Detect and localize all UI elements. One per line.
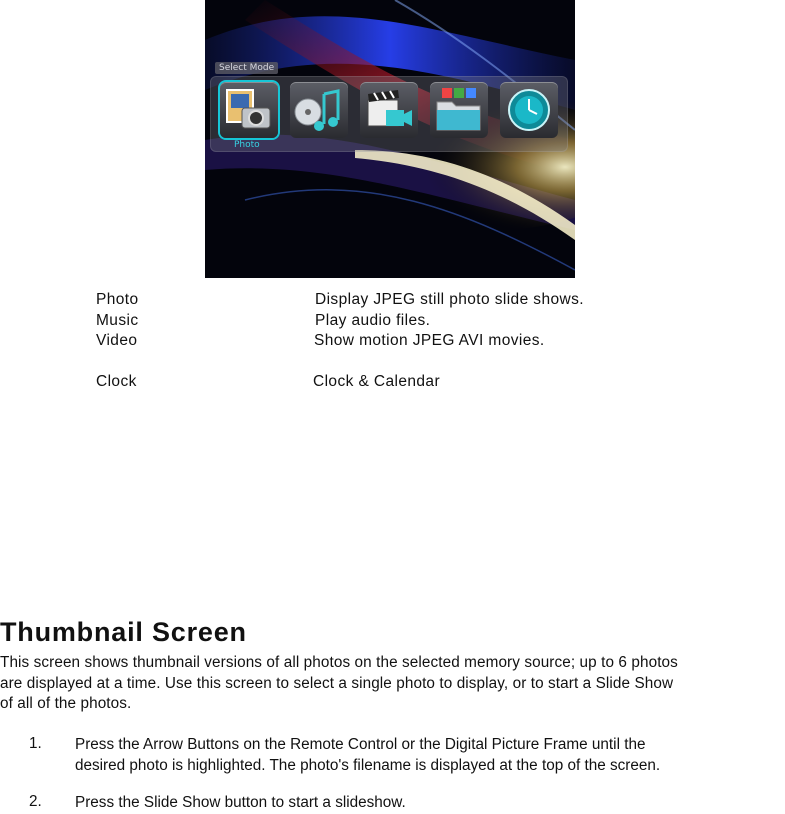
intro-paragraph: [0, 653, 785, 715]
step-number: 1.: [29, 735, 42, 752]
mode-name: Music: [96, 312, 139, 329]
video-mode-button[interactable]: [360, 82, 418, 138]
step-text: [75, 793, 775, 814]
clock-mode-button[interactable]: [500, 82, 558, 138]
intro-line: are displayed at a time. Use this screen to select a single photo to display, or to start a Slide Show: [0, 674, 674, 692]
device-menu-screenshot: [205, 0, 575, 278]
mode-description: Show motion JPEG AVI movies.: [314, 332, 545, 349]
file-folder-icon: [434, 86, 484, 134]
mode-name: Clock: [96, 373, 137, 390]
select-mode-title: Select Mode: [215, 62, 278, 74]
step-line: desired photo is highlighted. The photo's filename is displayed at the top of the screen.: [75, 756, 661, 774]
music-note-icon: [294, 86, 344, 134]
step-text: [75, 735, 775, 776]
step-line: Press the Slide Show button to start a slideshow.: [75, 794, 406, 811]
selected-mode-caption: Photo: [234, 140, 260, 150]
mode-description: Display JPEG still photo slide shows.: [315, 291, 584, 308]
music-mode-button[interactable]: [290, 82, 348, 138]
intro-line: of all of the photos.: [0, 695, 132, 712]
mode-name: Photo: [96, 291, 139, 308]
photo-mode-button[interactable]: [220, 82, 278, 138]
mode-name: Video: [96, 332, 138, 349]
video-clapper-icon: [364, 86, 414, 134]
section-heading: Thumbnail Screen: [0, 617, 247, 647]
intro-line: This screen shows thumbnail versions of all photos on the selected memory source; up to 6 photos: [0, 654, 678, 671]
step-number: 2.: [29, 793, 42, 810]
file-mode-button[interactable]: [430, 82, 488, 138]
mode-description: Play audio files.: [315, 312, 431, 329]
photo-camera-icon: [224, 86, 274, 134]
mode-description: Clock & Calendar: [313, 373, 441, 390]
clock-icon: [504, 86, 554, 134]
step-line: Press the Arrow Buttons on the Remote Control or the Digital Picture Frame until the: [75, 736, 646, 753]
